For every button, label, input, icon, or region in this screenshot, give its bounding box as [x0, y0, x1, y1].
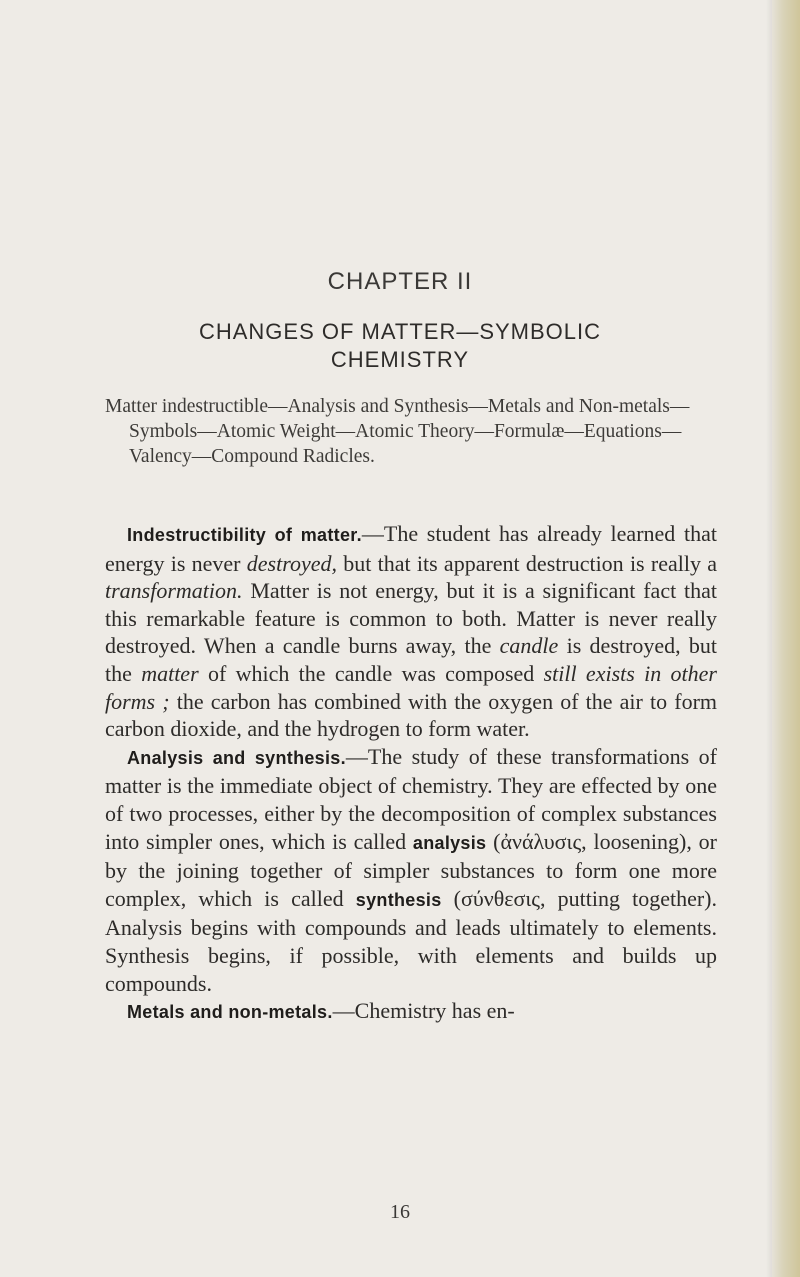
emphasis-run: destroyed,: [246, 550, 337, 576]
chapter-summary: Matter indestructible—Analysis and Synthesis—Metals and Non-metals—Symbols—Atomic Weight—Atomic Theory—Formulæ—Equations—Valency—Compound Radicles.: [105, 396, 690, 467]
paragraph-metals: [105, 997, 717, 1027]
text-run: is destroyed, but the: [105, 633, 717, 686]
emphasis-run: matter: [141, 660, 199, 686]
emphasis-run: still exists in other forms ;: [105, 660, 717, 714]
section-heading-analysis: Analysis and synthesis.: [127, 747, 346, 768]
section-heading-metals: Metals and non-metals.: [127, 1002, 333, 1023]
page-edge-shadow: [766, 0, 772, 1277]
chapter-title-line-1: CHANGES OF MATTER—SYMBOLIC: [198, 319, 602, 344]
text-run: —The study of these transformations of matter is the immediate object of chemistry. They are effected by one of two processes, either by the decomposition of complex substances into simpler ones, which is called: [105, 743, 718, 854]
term-synthesis: synthesis: [355, 889, 442, 910]
body-text: [105, 520, 717, 1027]
term-analysis: analysis: [412, 832, 487, 853]
text-run: (σύνθεσις, putting together). Analysis begins with compounds and leads ultimately to elements. Synthesis begins, if possible, with elements and builds up compounds.: [105, 885, 717, 996]
section-heading-indestructibility: Indestructibility of matter.: [127, 525, 362, 545]
chapter-label: CHAPTER II: [327, 268, 473, 295]
text-run: (ἀνάλυσις, loosening), or by the joining together of simpler substances to form one more complex, which is called: [105, 828, 717, 911]
text-run: the carbon has combined with the oxygen of the air to form carbon dioxide, and the hydrogen to form water.: [105, 688, 718, 742]
text-run: of which the candle was composed: [198, 660, 544, 686]
emphasis-run: candle: [499, 633, 559, 659]
paragraph-indestructibility: [105, 520, 717, 743]
chapter-title-line-2: CHEMISTRY: [330, 347, 470, 372]
chapter-title: [0, 318, 800, 374]
text-run: —The student has already learned that energy is never: [105, 521, 717, 576]
emphasis-run: transformation.: [105, 578, 243, 604]
text-run: Matter is not energy, but it is a significant fact that this remarkable feature is common to both. Matter is never really destroyed. When a candle burns away, the: [105, 578, 717, 659]
page-number: 16: [390, 1201, 410, 1223]
paragraph-analysis: [105, 743, 717, 997]
text-run: but that its apparent destruction is really a: [337, 550, 717, 576]
text-run: —Chemistry has en-: [332, 998, 515, 1024]
page-edge: [772, 0, 800, 1277]
